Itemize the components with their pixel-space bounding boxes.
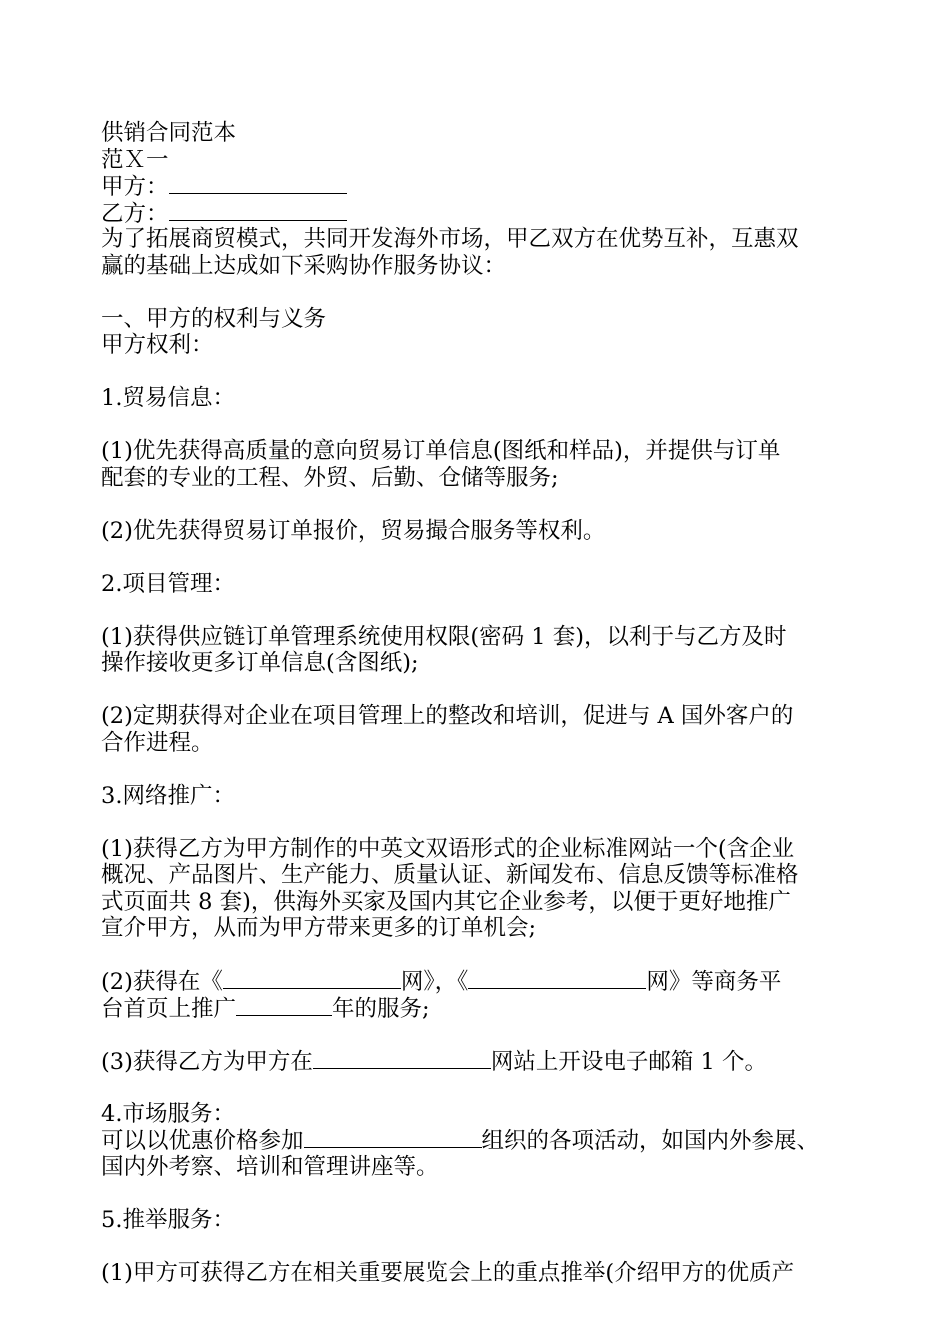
item-3-2-mid2: 网》等商务平: [646, 969, 782, 995]
item-4-suffix: 组织的各项活动，如国内外参展、: [481, 1128, 820, 1154]
item-1-2: (2)优先获得贸易订单报价，贸易撮合服务等权利。: [101, 517, 606, 544]
item-3-heading: 3.网络推广：: [101, 782, 235, 809]
item-3-2-line-2: [101, 995, 871, 1022]
spacer: [101, 412, 871, 439]
item-3-2-line-1: [101, 968, 871, 995]
item-2-1-line-2: 操作接收更多订单信息(含图纸);: [101, 650, 419, 676]
item-4-prefix: 可以以优惠价格参加: [101, 1128, 304, 1154]
document-title: 供销合同范本: [101, 120, 237, 146]
intro-line-1: 为了拓展商贸模式，共同开发海外市场，甲乙双方在优势互补，互惠双: [101, 226, 799, 252]
spacer: [101, 597, 871, 624]
email-site-blank: [313, 1048, 491, 1069]
party-a-blank: [169, 173, 347, 194]
spacer: [101, 809, 871, 836]
party-a-line: [101, 173, 871, 200]
document-subtitle: 范Ｘ一: [101, 146, 169, 173]
item-5-heading: 5.推举服务：: [101, 1206, 235, 1233]
spacer: [101, 1180, 871, 1207]
party-b-label: 乙方：: [101, 200, 169, 227]
website-name-blank-2: [468, 968, 646, 989]
item-3-1-line-3: 式页面共 8 套)，供海外买家及国内其它企业参考，以便于更好地推广: [101, 888, 791, 915]
spacer: [101, 942, 871, 969]
item-3-3: [101, 1048, 871, 1075]
party-b-blank: [169, 200, 347, 221]
spacer: [101, 1074, 871, 1101]
spacer: [101, 756, 871, 783]
item-4-line-1: [101, 1127, 871, 1154]
item-1-1-line-2: 配套的专业的工程、外贸、后勤、仓储等服务;: [101, 464, 559, 491]
item-3-3-suffix: 网站上开设电子邮箱 1 个。: [490, 1048, 767, 1075]
spacer: [101, 359, 871, 386]
spacer: [101, 1233, 871, 1260]
section-heading: 一、甲方的权利与义务: [101, 305, 327, 332]
item-2-heading: 2.项目管理：: [101, 570, 235, 597]
intro-line-2: 赢的基础上达成如下采购协作服务协议：: [101, 252, 507, 279]
item-1-1-line-1: (1)优先获得高质量的意向贸易订单信息(图纸和样品)，并提供与订单: [101, 438, 781, 464]
spacer: [101, 491, 871, 518]
spacer: [101, 677, 871, 704]
party-b-line: [101, 200, 871, 227]
item-2-1-line-1: (1)获得供应链订单管理系统使用权限(密码 1 套)，以利于与乙方及时: [101, 623, 787, 650]
item-2-2-line-2: 合作进程。: [101, 729, 214, 756]
years-blank: [236, 995, 332, 1016]
spacer: [101, 279, 871, 306]
item-3-2-line2-prefix: 台首页上推广: [101, 995, 237, 1022]
party-a-label: 甲方：: [101, 174, 169, 200]
spacer: [101, 544, 871, 571]
website-name-blank-1: [223, 968, 401, 989]
item-3-2-prefix: (2)获得在《: [101, 969, 223, 995]
organizer-blank: [304, 1127, 482, 1148]
item-4-heading: 4.市场服务：: [101, 1100, 235, 1127]
item-3-2-mid1: 网》，《: [400, 969, 469, 995]
spacer: [101, 1021, 871, 1048]
item-4-line-2: 国内外考察、培训和管理讲座等。: [101, 1153, 439, 1180]
item-3-3-prefix: (3)获得乙方为甲方在: [101, 1048, 313, 1075]
rights-heading: 甲方权利：: [101, 332, 214, 358]
item-5-1-line-1: (1)甲方可获得乙方在相关重要展览会上的重点推举(介绍甲方的优质产: [101, 1259, 795, 1286]
item-3-1-line-4: 宣介甲方，从而为甲方带来更多的订单机会;: [101, 915, 537, 941]
item-3-1-line-2: 概况、产品图片、生产能力、质量认证、新闻发布、信息反馈等标准格: [101, 862, 799, 888]
item-3-1-line-1: (1)获得乙方为甲方制作的中英文双语形式的企业标准网站一个(含企业: [101, 835, 795, 862]
item-3-2-line2-suffix: 年的服务;: [332, 995, 430, 1022]
item-2-2-line-1: (2)定期获得对企业在项目管理上的整改和培训，促进与 A 国外客户的: [101, 703, 794, 729]
item-1-heading: 1.贸易信息：: [101, 385, 235, 411]
contract-document: [101, 120, 871, 1286]
